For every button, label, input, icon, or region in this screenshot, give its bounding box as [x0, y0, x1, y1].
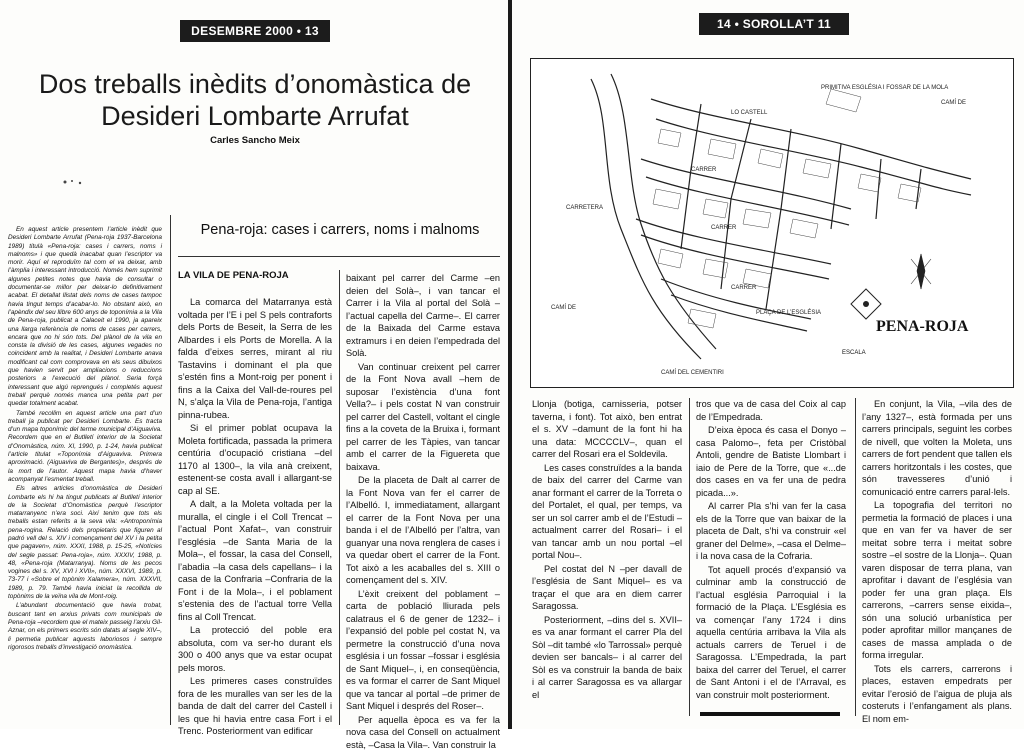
map-label: CAMÍ DE	[941, 99, 966, 106]
body-paragraph: Posteriorment, –dins del s. XVII– es va anar formant el carrer Pla del Sòl –dit també «lo Tarrossal» perquè devien ser bancals– i al carrer del Sòl es va construir la banda de baix i al carrer Saragossa es va allargar el	[532, 614, 682, 702]
body-paragraph: La protecció del poble era absoluta, com va ser-ho durant els 300 o 400 anys que va estar ocupat pels moros.	[178, 624, 332, 674]
body-paragraph: En conjunt, la Vila, –vila des de l’any 1327–, està formada per uns carrers principals, seguint les corbes de nivell, que volten la Moleta, uns carrers de fort pendent que tallen els carrers horitzontals i les costes, que són travesseres d’unió i comunicació entre carrers paral·lels.	[862, 398, 1012, 498]
intro-paragraph: També recollim en aquest article una part d’un treball ja publicat per Desideri Lombarte. Es tracta d’un mapa toponímic del terme municipal d’Aiguaviva. Recordem que en el Butlletí interior de la Societat d’Onomàstica, núm. XI, 1990, p. 1-24, havia publicat l’article titulat «Toponímia d’Aiguaviva. Primera aproximació. (Aiguaviva de Bergantes)», després de la mort de l’autor. Aquest mapa havia d’haver acompanyat l’esmentat treball.	[8, 410, 162, 485]
article-title-line2: Desideri Lombarte Arrufat	[20, 100, 490, 132]
body-paragraph: Al carrer Pla s’hi van fer la casa els de la Torre que van baixar de la placeta de Dalt, s’hi va construir «el graner del Delme», –casa el Delme– i la nova casa de la Cofraria.	[696, 500, 846, 563]
body-paragraph: Si el primer poblat ocupava la Moleta fortificada, passada la primera centúria d’ocupació cristiana –del 1170 al 1300–, la vila anà creixent, estenent-se costa avall i allargant-se cap al SE.	[178, 422, 332, 497]
body-column-4	[696, 398, 846, 716]
map-scale-label: ESCALA	[842, 350, 866, 356]
column-divider	[855, 398, 856, 716]
section-title: Pena-roja: cases i carrers, noms i malnoms	[180, 222, 500, 238]
bottom-rule	[700, 712, 840, 716]
town-map	[530, 58, 1014, 388]
map-label: CARRETERA	[566, 205, 603, 211]
intro-paragraph: L’abundant documentació que havia trobat, buscant tant en arxius privats com municipals de Pena-roja –recordem que el mateix passeig l’arxiu Gil-Aznar, on els primers escrits són datats al segle XIV–, li permetia publicar aquests laboriosos i sempre rigorosos treballs d’investigació onomàstica.	[8, 602, 162, 652]
body-paragraph: Llonja (botiga, carnisseria, potser taverna, i font). Tot això, ben entrat el s. XV –damunt de la font hi ha una data: MCCCCLV–, quan el carrer del Rosari era el Soldevila.	[532, 398, 682, 461]
map-label: PLAÇA DE L’ESGLÉSIA	[756, 309, 821, 316]
body-paragraph: Per aquella època es va fer la nova casa del Consell on actualment està, –Casa la Vila–. Van construir la	[346, 714, 500, 751]
section-rule	[178, 256, 500, 257]
map-label: CAMÍ DEL CEMENTIRI	[661, 369, 724, 376]
body-paragraph: A dalt, a la Moleta voltada per la muralla, el cingle i el Coll Trencat –l’actual Pont Xafat–, van construir l’església –de Santa Maria de la Mola–, el fossar, la casa del Consell, l’abadia –la casa dels capellans– i la casa de la Confraria –Confraria de la Font i de la Mola–, i el poblament s’estenia des de l’actual torre Vella fins al Coll Trencat.	[178, 498, 332, 623]
column-divider	[689, 398, 690, 716]
body-paragraph: Pel costat del N –per davall de l’església de Sant Miquel– es va traçar el que ara en diem carrer Saragossa.	[532, 563, 682, 613]
body-paragraph: baixant pel carrer del Carme –en deien del Solà–, i van tancar el Carrer i la Vila al portal del Solà –l’actual capella del Carme–. El carrer de la Baixada del Carme estava extramurs i en deien l’empedrada del Solà.	[346, 272, 500, 360]
body-paragraph: Les cases construïdes a la banda de baix del carrer del Carme van anar formant el carrer de la Torreta o del Portalet, el qual, per temps, va ser un sol carrer amb el de l’Estudi –actualment carrer del Rosari– i el van tancar amb un nou portal –el portal Nou–.	[532, 462, 682, 562]
column-divider	[339, 270, 340, 725]
body-column-1	[178, 296, 332, 726]
map-label: CARRER	[691, 167, 717, 173]
body-paragraph: De la placeta de Dalt al carrer de la Font Nova van fer el carrer de l’Albelló. I, immediatament, allargant el carrer de la Font Nova per una banda i el de l’Albelló per l’altra, van guanyar una nova renglera de cases i va quedar obert el carrer de la Font. Tot això a les acaballes del s. XIII o començament del s. XIV.	[346, 474, 500, 587]
map-label: CARRER	[711, 225, 737, 231]
map-title: PENA-ROJA	[876, 318, 968, 336]
map-label: CARRER	[731, 285, 757, 291]
body-paragraph: D’eixa època és casa el Donyo –casa Palomo–, feta per Cristòbal Antoli, gendre de Batiste Llombart i iaio de Pere de la Torre, que «...de dos cases en va fer una de pedra picada...».	[696, 424, 846, 499]
column-divider	[170, 215, 171, 725]
body-paragraph: Les primeres cases construïdes fora de les muralles van ser les de la banda de dalt del carrer del Castell i les que hi havia entre casa Fort i el Trenc. Posteriorment van edificar	[178, 675, 332, 738]
body-paragraph: La comarca del Matarranya està voltada per l’E i pel S pels contraforts dels Ports de Beseit, la Serra de les Albardes i els Ports de Morella. A la falda d’eixes serres, mirant al riu Tastavins i dominant el pla que s’estén fins a Mont-roig per ponent i fins a la Caixa del Vall-de-roures pel N, s’alça la Vila de Pena-roja, l’antiga pinna-rubea.	[178, 296, 332, 421]
body-column-3	[532, 398, 682, 716]
body-paragraph: Van continuar creixent pel carrer de la Font Nova avall –hem de suposar l’existència d’una font Vella?– i pels costat N van construir pel carrer del Castell, voltant el cingle fins a la coveta de la Bruixa i, formant pel carrer de les Tàpies, van tancar amb el carrer de la Figuereta que baixava.	[346, 361, 500, 474]
subheading: LA VILA DE PENA-ROJA	[178, 270, 338, 281]
body-paragraph: tros que va de casa del Coix al cap de l’Empedrada.	[696, 398, 846, 423]
body-column-2	[346, 272, 500, 726]
body-paragraph: Tot aquell procés d’expansió va culminar amb la construcció de l’actual església Parroquial i la formació de la Plaça. L’Església es va començar l’any 1724 i dins aquella centúria arribava la Vila als actuals carrers de Teruel i de Saragossa. L’Empedrada, la part baixa del carrer del Teruel, el carrer de Sant Antoni i el de l’Arraval, es van construir molt posteriorment.	[696, 564, 846, 702]
body-paragraph: La topografia del territori no permetia la formació de places i una que en van fer va haver de ser meitat sobre terra i meitat sobre sostre –el sostre de la Llonja–. Quan varen disposar de terra plana, van aprofitar i davant de l’església van poder fer una gran plaça. Els carrerons, –carrers sense eixida–, són una solució urbanística per poder aprofitar millor mançanes de cases de massa amplada o de forma irregular.	[862, 499, 1012, 662]
intro-paragraph: En aquest article presentem l’article inèdit que Desideri Lombarte Arrufat (Pena-roja 1937-Barcelona 1989) titulà «Pena-roja: cases i carrers, noms i malnoms» i que quedà inacabat quan l’escriptor va morir. Aquí el reproduïm tal com el va deixar, amb l’àmplia i interessant introducció. Només hem suprimit algunes petites notes que havia de consultar o documentar-se millor per deixar-lo definitivament acabat. El detallat llistat dels noms de cases tampoc havia tingut temps d’acabar-lo. No obstant això, en l’apèndix del seu llibre 600 anys de toponímia a la Vila de Pena-roja, publicat a Calaceit el 1990, ja apareix una llarga referència de noms de cases per carrers, encara que no hi són tots. Del plànol de la vila en consta la divisió de les cases, algunes vegades no coincident amb la realitat, i Desideri Lombarte anava modificant cal com comprovava en els seus dibuixos que havien servit per ampliacions o reduccions posteriors a l’execució del plànol. Seria forçà interessant que algú reprengués i completés aquest treball perquè només manca una petita part per quedar totalment acabat.	[8, 226, 162, 409]
map-label: LO CASTELL	[731, 110, 768, 116]
page-header-right: 14 • SOROLLA’T 11	[699, 13, 849, 35]
page-header-left: DESEMBRE 2000 • 13	[180, 20, 330, 42]
article-byline: Carles Sancho Meix	[150, 135, 360, 146]
decorative-mark	[60, 176, 100, 188]
intro-column	[8, 226, 162, 726]
left-page	[0, 0, 508, 729]
article-title-line1: Dos treballs inèdits d’onomàstica de	[20, 68, 490, 100]
body-paragraph: Tots els carrers, carrerons i places, estaven empedrats per evitar l’erosió de l’aigua de pluja als costeruts i l’enfangament als plans. El nom em-	[862, 663, 1012, 726]
intro-paragraph: Els altres articles d’onomàstica de Desideri Lombarte els hi ha tingut publicats al Butlletí interior de la Societat d’Onomàstica perquè l’escriptor matarranyenc n’era soci. Així tenim que tots els treballs estan referits a la seva vila: «Antroponímia pena-rogina. Relació dels propietaris que figuren al padró vell del s. XIV i començament del XV i la petita que pagaven», núm. XXXI, 1988, p. 15-25, «Notícies del segle passat: Pena-roja», núm. XXXIV, 1988, p. 48, «Pena-roja (Matarranya). Noms de les pecos vogines del s. XV, XVI i XVII», núm. XXXVI, 1989, p. 73-77 i «Sobre el topònim Xalamera», núm. XXXVII, 1989, p. 79. També havia iniciat la recollida de topònims de la veïna vila de Mont-roig.	[8, 485, 162, 601]
map-label: CAMÍ DE	[551, 304, 576, 311]
town-map-drawing	[531, 59, 1015, 389]
body-paragraph: L’èxit creixent del poblament –carta de població lliurada pels calatraus el 6 de gener de 1232– i l’expansió del poble pel costat N, va permetre la construcció d’una nova església i un fossar –fossar i església de Sant Miquel–, i, en conseqüència, es va formar el carrer de Sant Miquel que va tancar al portal –de primer de Sant Miquel i després del Roser–.	[346, 588, 500, 713]
map-label: PRIMITIVA ESGLÉSIA I FOSSAR DE LA MOLA	[821, 84, 948, 91]
body-column-5	[862, 398, 1012, 716]
